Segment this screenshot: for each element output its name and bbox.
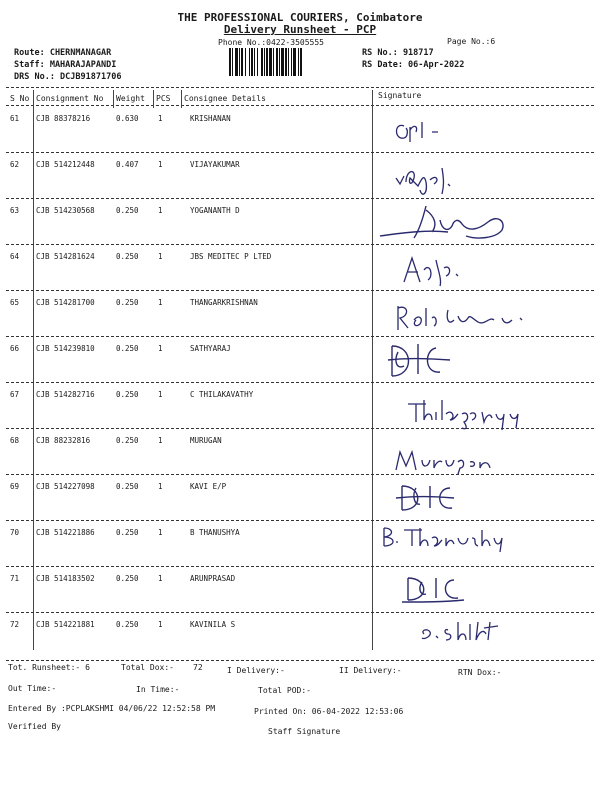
row-consignee: JBS MEDITEC P LTED: [190, 252, 272, 261]
row-sno: 61: [10, 114, 20, 123]
row-divider: [6, 474, 594, 475]
company-title: THE PROFESSIONAL COURIERS, Coimbatore: [177, 11, 423, 24]
row-consignment-no: CJB 514221881: [36, 620, 95, 629]
row-sno: 62: [10, 160, 20, 169]
staff-label: Staff: MAHARAJAPANDI: [14, 60, 117, 70]
total-dox-value: 72: [193, 663, 203, 672]
row-consignee: VIJAYAKUMAR: [190, 160, 240, 169]
row-pcs: 1: [158, 482, 163, 491]
staff-signature: Staff Signature: [268, 727, 341, 736]
row-pcs: 1: [158, 344, 163, 353]
row-divider: [6, 382, 594, 383]
row-consignment-no: CJB 88378216: [36, 114, 91, 123]
row-consignment-no: CJB 514227098: [36, 482, 95, 491]
row-consignment-no: CJB 514212448: [36, 160, 95, 169]
row-consignment-no: CJB 514221886: [36, 528, 95, 537]
row-consignee: YOGANANTH D: [190, 206, 240, 215]
out-time: Out Time:-: [8, 684, 57, 693]
row-weight: 0.407: [116, 160, 139, 169]
rs-date: RS Date: 06-Apr-2022: [362, 60, 465, 70]
row-divider: [6, 612, 594, 613]
signature-68: [392, 446, 502, 480]
row-sno: 71: [10, 574, 20, 583]
row-divider: [6, 290, 594, 291]
row-weight: 0.250: [116, 252, 139, 261]
row-divider: [6, 566, 594, 567]
signature-63: [378, 202, 518, 250]
row-consignment-no: CJB 514183502: [36, 574, 95, 583]
row-consignee: B THANUSHYA: [190, 528, 240, 537]
row-weight: 0.250: [116, 620, 139, 629]
row-divider: [6, 152, 594, 153]
row-pcs: 1: [158, 114, 163, 123]
row-weight: 0.630: [116, 114, 139, 123]
row-consignment-no: CJB 514281700: [36, 298, 95, 307]
row-weight: 0.250: [116, 528, 139, 537]
col-header-sno: S No: [10, 94, 30, 103]
row-consignee: KAVINILA S: [190, 620, 236, 629]
row-sno: 69: [10, 482, 20, 491]
rtn-dox: RTN Dox:-: [458, 668, 502, 677]
row-divider: [6, 520, 594, 521]
row-sno: 70: [10, 528, 20, 537]
signature-64: [400, 252, 470, 292]
row-weight: 0.250: [116, 206, 139, 215]
barcode-bar: [302, 48, 303, 76]
table-header-rule: [6, 105, 594, 106]
row-weight: 0.250: [116, 574, 139, 583]
row-weight: 0.250: [116, 344, 139, 353]
row-weight: 0.250: [116, 436, 139, 445]
col-header-signature: Signature: [378, 91, 422, 100]
in-time: In Time:-: [136, 685, 180, 694]
tot-runsheet: Tot. Runsheet:- 6: [8, 663, 90, 672]
table-top-rule: [6, 87, 594, 88]
row-sno: 64: [10, 252, 20, 261]
runsheet-subtitle: [0, 23, 600, 36]
row-weight: 0.250: [116, 482, 139, 491]
rs-number: RS No.: 918717: [362, 48, 434, 58]
barcode: [229, 48, 342, 76]
signature-71: [400, 572, 480, 610]
table-bottom-rule: [6, 660, 594, 661]
col-header-pcs: PCS: [156, 94, 171, 103]
drs-number: DRS No.: DCJB91871706: [14, 72, 122, 82]
row-pcs: 1: [158, 436, 163, 445]
row-sno: 65: [10, 298, 20, 307]
row-pcs: 1: [158, 528, 163, 537]
col-header-consignee: Consignee Details: [184, 94, 266, 103]
row-consignee: THANGARKRISHNAN: [190, 298, 258, 307]
row-consignee: SATHYARAJ: [190, 344, 231, 353]
printed-on: Printed On: 06-04-2022 12:53:06: [254, 707, 404, 716]
row-pcs: 1: [158, 206, 163, 215]
row-consignee: KAVI E/P: [190, 482, 227, 491]
column-divider: [153, 90, 154, 108]
row-pcs: 1: [158, 390, 163, 399]
column-divider: [181, 90, 182, 108]
row-weight: 0.250: [116, 390, 139, 399]
phone-number: Phone No.:0422-3505555: [218, 38, 324, 47]
row-sno: 66: [10, 344, 20, 353]
row-sno: 63: [10, 206, 20, 215]
row-pcs: 1: [158, 574, 163, 583]
page-number: Page No.:6: [447, 37, 496, 46]
signature-72: [418, 616, 528, 650]
entered-by: Entered By :PCPLAKSHMI 04/06/22 12:52:58 PM: [8, 704, 216, 713]
col-header-consignment: Consignment No: [36, 94, 104, 103]
signature-67: [406, 396, 536, 436]
col-header-weight: Weight: [116, 94, 145, 103]
signature-69: [392, 480, 472, 518]
row-consignment-no: CJB 514230568: [36, 206, 95, 215]
row-weight: 0.250: [116, 298, 139, 307]
signature-61: [392, 118, 452, 150]
i-delivery: I Delivery:-: [227, 666, 285, 675]
column-divider: [113, 90, 114, 108]
row-consignee: MURUGAN: [190, 436, 222, 445]
row-sno: 67: [10, 390, 20, 399]
signature-66: [384, 340, 464, 384]
row-consignment-no: CJB 514239810: [36, 344, 95, 353]
row-consignee: ARUNPRASAD: [190, 574, 236, 583]
runsheet-subtitle-text: Delivery Runsheet - PCP: [223, 23, 377, 36]
ii-delivery: II Delivery:-: [339, 666, 402, 675]
row-pcs: 1: [158, 298, 163, 307]
row-consignee: KRISHANAN: [190, 114, 231, 123]
signature-70: [380, 524, 510, 558]
total-dox-label: Total Dox:-: [121, 663, 174, 672]
row-pcs: 1: [158, 252, 163, 261]
row-divider: [6, 198, 594, 199]
row-consignment-no: CJB 514281624: [36, 252, 95, 261]
row-consignment-no: CJB 514282716: [36, 390, 95, 399]
signature-62: [392, 160, 472, 204]
row-sno: 72: [10, 620, 20, 629]
row-consignee: C THILAKAVATHY: [190, 390, 254, 399]
route-label: Route: CHERNMANAGAR: [14, 48, 112, 58]
total-pod: Total POD:-: [258, 686, 311, 695]
row-sno: 68: [10, 436, 20, 445]
row-consignment-no: CJB 88232816: [36, 436, 91, 445]
signature-65: [394, 300, 534, 340]
row-pcs: 1: [158, 620, 163, 629]
row-pcs: 1: [158, 160, 163, 169]
verified-by: Verified By: [8, 722, 61, 731]
